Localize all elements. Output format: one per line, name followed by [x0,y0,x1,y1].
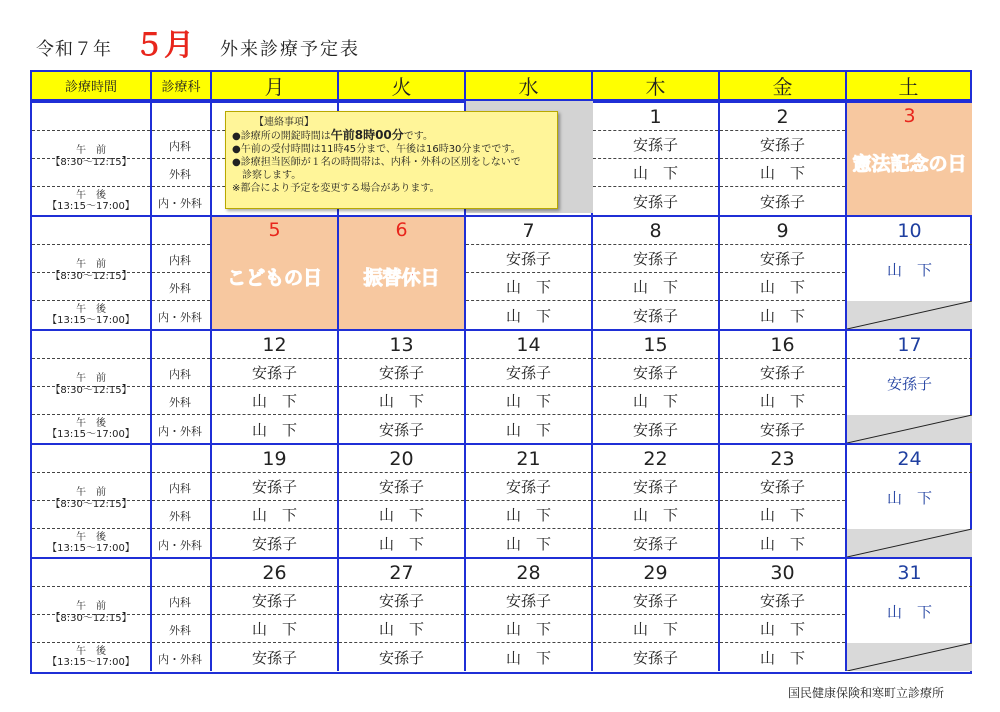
week-row [32,215,970,329]
day-cell [593,445,720,557]
page-title [36,20,360,70]
holiday-name: 振替休日 [363,267,440,289]
doctor-name: 安孫子 [632,534,678,553]
date-number: 22 [643,447,668,470]
doctor-name: 山 下 [759,620,805,638]
doctor-name: 山 下 [378,392,424,410]
notice-box [225,111,558,209]
doctor-name: 安孫子 [378,648,424,667]
saturday-doctor: 山 下 [886,489,932,507]
day-cell [339,445,466,557]
doctor-name: 安孫子 [759,478,805,496]
both-dept-label: 内・外科 [158,197,202,210]
date-number: 7 [522,219,535,242]
doctor-name: 安孫子 [251,534,297,553]
doctor-name: 安孫子 [251,648,297,667]
doctor-name: 安孫子 [632,648,678,667]
doctor-name: 安孫子 [632,592,678,610]
both-dept-label: 内・外科 [158,539,202,552]
doctor-name: 山 下 [505,420,551,439]
saturday-doctor: 山 下 [886,261,932,279]
date-slot [593,559,718,587]
saturday-doctor: 安孫子 [886,375,932,393]
pm-doctor [466,415,591,443]
day-cell [593,559,720,671]
naika-doctor [212,473,337,501]
saturday-closed-afternoon [847,529,972,557]
doctor-name: 安孫子 [759,250,805,268]
afternoon-hours: 【13:15～17:00】 [47,543,135,554]
holiday-card [847,103,972,215]
doctor-name: 安孫子 [759,364,805,382]
naika-doctor [720,245,845,273]
date-slot [593,331,718,359]
pm-doctor [339,529,464,557]
date-slot [593,103,718,131]
day-cell [847,445,972,557]
day-cell [720,103,847,215]
day-cell [720,559,847,671]
doctor-name: 安孫子 [505,364,551,382]
notice-line-3: ●診療担当医師が１名の時間帯は、内科・外科の区別をしないで [232,157,521,168]
morning-hours: 【8:30～12:15】 [50,157,132,168]
geka-label: 外科 [169,510,191,523]
holiday-card [212,217,337,329]
date-number: 1 [649,105,662,128]
header-mon: 月 [212,72,339,101]
date-slot [466,217,591,245]
naika-label: 内科 [169,254,191,267]
date-slot [212,445,337,473]
date-number: 29 [643,561,668,584]
naika-doctor [593,587,718,615]
day-cell [339,217,466,329]
doctor-name: 山 下 [505,648,551,667]
day-cell [466,559,593,671]
doctor-name: 山 下 [378,506,424,524]
header-fri: 金 [720,72,847,101]
notice-title: 【連絡事項】 [254,117,314,128]
naika-doctor [593,245,718,273]
saturday-doctor: 山 下 [886,603,932,621]
date-slot [466,331,591,359]
afternoon-hours: 【13:15～17:00】 [47,657,135,668]
week-row [32,443,970,557]
day-cell [339,559,466,671]
day-cell [339,331,466,443]
naika-doctor [212,587,337,615]
date-number: 23 [770,447,795,470]
label-row [32,331,150,359]
naika-doctor [339,359,464,387]
pm-doctor [720,187,845,215]
day-cell [847,217,972,329]
date-slot [847,331,972,359]
date-number: 28 [516,561,541,584]
afternoon-hours: 【13:15～17:00】 [47,429,135,440]
doctor-name: 山 下 [759,648,805,667]
doctor-name: 安孫子 [251,364,297,382]
naika-doctor [593,473,718,501]
label-row [32,445,150,473]
day-cell [847,103,972,215]
geka-doctor [720,501,845,529]
both-dept-label: 内・外科 [158,311,202,324]
pm-doctor [720,529,845,557]
holiday-date: 3 [903,105,916,127]
date-slot [593,217,718,245]
geka-doctor [720,159,845,187]
afternoon-label: 午 後 [76,532,106,543]
doctor-name: 安孫子 [251,478,297,496]
date-number: 21 [516,447,541,470]
date-number: 2 [776,105,789,128]
date-number: 26 [262,561,287,584]
doctor-name: 山 下 [759,306,805,325]
holiday-name: こどもの日 [226,267,322,289]
naika-doctor [720,473,845,501]
afternoon-label: 午 後 [76,190,106,201]
saturday-closed-afternoon [847,643,972,671]
naika-doctor [339,473,464,501]
geka-doctor [593,159,718,187]
clinic-name: 国民健康保険和寒町立診療所 [787,686,944,700]
day-cell [212,331,339,443]
header-time: 診療時間 [32,72,152,101]
geka-doctor [593,501,718,529]
naika-doctor [466,587,591,615]
date-number: 16 [770,333,795,356]
label-row [32,217,150,245]
doctor-name: 安孫子 [505,592,551,610]
doctor-name: 山 下 [632,278,678,296]
label-row [152,217,210,245]
pm-doctor [593,415,718,443]
notice-line-2: ●午前の受付時間は11時45分まで、午後は16時30分までです。 [232,144,521,155]
doctor-name: 山 下 [505,506,551,524]
day-cell [720,331,847,443]
geka-label: 外科 [169,168,191,181]
doctor-name: 安孫子 [632,136,678,154]
geka-doctor [339,615,464,643]
doctor-name: 山 下 [505,534,551,553]
doctor-name: 山 下 [505,392,551,410]
doctor-name: 安孫子 [632,420,678,439]
date-slot [593,445,718,473]
naika-label: 内科 [169,368,191,381]
naika-doctor [466,359,591,387]
naika-doctor [466,473,591,501]
doctor-name: 安孫子 [632,478,678,496]
day-cell [466,445,593,557]
naika-label: 内科 [169,482,191,495]
pm-doctor [593,529,718,557]
date-slot [339,445,464,473]
geka-label: 外科 [169,396,191,409]
label-row [152,559,210,587]
doctor-name: 安孫子 [759,420,805,439]
header-wed: 水 [466,72,593,101]
date-slot [212,559,337,587]
doctor-name: 山 下 [632,506,678,524]
naika-doctor [720,587,845,615]
morning-hours: 【8:30～12:15】 [50,385,132,396]
doctor-name: 安孫子 [632,306,678,325]
morning-hours: 【8:30～12:15】 [50,613,132,624]
pm-doctor [212,415,337,443]
doctor-name: 山 下 [251,506,297,524]
doctor-name: 山 下 [505,278,551,296]
holiday-card [339,217,464,329]
morning-hours: 【8:30～12:15】 [50,499,132,510]
date-slot [720,445,845,473]
date-slot [720,331,845,359]
naika-doctor [466,245,591,273]
pm-doctor [339,643,464,671]
morning-hours: 【8:30～12:15】 [50,271,132,282]
pm-doctor [720,415,845,443]
doctor-name: 安孫子 [632,364,678,382]
naika-label: 内科 [169,596,191,609]
date-slot [466,445,591,473]
geka-doctor [466,615,591,643]
date-number: 20 [389,447,414,470]
geka-doctor [593,387,718,415]
doctor-name: 安孫子 [759,192,805,211]
naika-doctor [720,359,845,387]
day-cell [212,445,339,557]
morning-label: 午 前 [76,487,106,498]
doctor-name: 山 下 [759,278,805,296]
geka-doctor [212,387,337,415]
date-slot [466,559,591,587]
doctor-name: 安孫子 [759,136,805,154]
morning-label: 午 前 [76,373,106,384]
afternoon-label: 午 後 [76,418,106,429]
geka-doctor [593,615,718,643]
date-slot [720,103,845,131]
date-number: 31 [897,561,922,584]
date-slot [847,559,972,587]
day-cell [593,217,720,329]
date-number: 12 [262,333,287,356]
naika-doctor [212,359,337,387]
afternoon-label: 午 後 [76,304,106,315]
doctor-name: 安孫子 [759,592,805,610]
label-row [32,103,150,131]
label-row [152,331,210,359]
schedule-subtitle: 外来診療予定表 [220,39,360,60]
geka-doctor [212,501,337,529]
day-cell [720,217,847,329]
day-cell [212,217,339,329]
date-slot [212,331,337,359]
header-sat: 土 [847,72,970,101]
doctor-name: 山 下 [632,164,678,182]
geka-doctor [339,387,464,415]
geka-doctor [466,387,591,415]
pm-doctor [720,301,845,329]
date-slot [339,559,464,587]
doctor-name: 山 下 [378,534,424,553]
doctor-name: 山 下 [632,620,678,638]
geka-doctor [593,273,718,301]
day-cell [212,559,339,671]
doctor-name: 山 下 [251,392,297,410]
doctor-name: 山 下 [759,506,805,524]
doctor-name: 安孫子 [378,364,424,382]
saturday-closed-afternoon [847,301,972,329]
date-number: 24 [897,447,922,470]
notice-line-5: ※都合により予定を変更する場合があります。 [232,183,440,194]
geka-doctor [720,273,845,301]
pm-doctor [466,643,591,671]
label-row [152,445,210,473]
doctor-name: 山 下 [251,620,297,638]
header-dept: 診療科 [152,72,212,101]
pm-doctor [593,643,718,671]
doctor-name: 山 下 [505,306,551,325]
date-number: 8 [649,219,662,242]
day-cell [593,331,720,443]
naika-doctor [339,587,464,615]
date-number: 10 [897,219,922,242]
doctor-name: 山 下 [251,420,297,439]
month-label: ５月 [134,28,194,63]
date-number: 17 [897,333,922,356]
naika-label: 内科 [169,140,191,153]
day-cell [593,103,720,215]
day-cell [847,559,972,671]
doctor-name: 山 下 [378,620,424,638]
date-slot [720,559,845,587]
pm-doctor [212,529,337,557]
pm-doctor [212,643,337,671]
geka-label: 外科 [169,624,191,637]
geka-doctor [466,501,591,529]
date-slot [339,331,464,359]
geka-doctor [212,615,337,643]
geka-doctor [720,387,845,415]
geka-doctor [720,615,845,643]
date-number: 15 [643,333,668,356]
week-row [32,557,970,671]
doctor-name: 山 下 [505,620,551,638]
date-number: 13 [389,333,414,356]
day-cell [466,217,593,329]
header-tue: 火 [339,72,466,101]
pm-doctor [339,415,464,443]
geka-label: 外科 [169,282,191,295]
doctor-name: 山 下 [632,392,678,410]
date-number: 30 [770,561,795,584]
afternoon-hours: 【13:15～17:00】 [47,201,135,212]
date-number: 27 [389,561,414,584]
date-slot [847,445,972,473]
doctor-name: 安孫子 [632,192,678,211]
date-number: 14 [516,333,541,356]
date-number: 19 [262,447,287,470]
doctor-name: 安孫子 [378,420,424,439]
holiday-date: 5 [268,219,281,241]
doctor-name: 山 下 [759,534,805,553]
date-slot [847,217,972,245]
date-slot [720,217,845,245]
header-thu: 木 [593,72,720,101]
naika-doctor [593,131,718,159]
label-row [152,103,210,131]
notice-line-4: 診察します。 [232,170,302,181]
week-row [32,329,970,443]
doctor-name: 山 下 [759,164,805,182]
doctor-name: 安孫子 [378,478,424,496]
doctor-name: 安孫子 [378,592,424,610]
geka-doctor [466,273,591,301]
pm-doctor [466,301,591,329]
doctor-name: 山 下 [759,392,805,410]
day-cell [720,445,847,557]
naika-doctor [593,359,718,387]
day-cell [466,331,593,443]
label-row [32,559,150,587]
geka-doctor [339,501,464,529]
morning-label: 午 前 [76,145,106,156]
doctor-name: 安孫子 [632,250,678,268]
pm-doctor [593,301,718,329]
pm-doctor [466,529,591,557]
holiday-name: 憲法記念の日 [852,153,967,175]
pm-doctor [720,643,845,671]
pm-doctor [593,187,718,215]
saturday-closed-afternoon [847,415,972,443]
afternoon-label: 午 後 [76,646,106,657]
doctor-name: 安孫子 [505,250,551,268]
date-number: 9 [776,219,789,242]
era-label: 令和７年 [36,39,112,60]
doctor-name: 安孫子 [251,592,297,610]
afternoon-hours: 【13:15～17:00】 [47,315,135,326]
morning-label: 午 前 [76,601,106,612]
both-dept-label: 内・外科 [158,653,202,666]
naika-doctor [720,131,845,159]
morning-label: 午 前 [76,259,106,270]
both-dept-label: 内・外科 [158,425,202,438]
doctor-name: 安孫子 [505,478,551,496]
holiday-date: 6 [395,219,408,241]
day-cell [847,331,972,443]
notice-line-1: ●診療所の開錠時間は午前8時00分です。 [232,128,433,142]
